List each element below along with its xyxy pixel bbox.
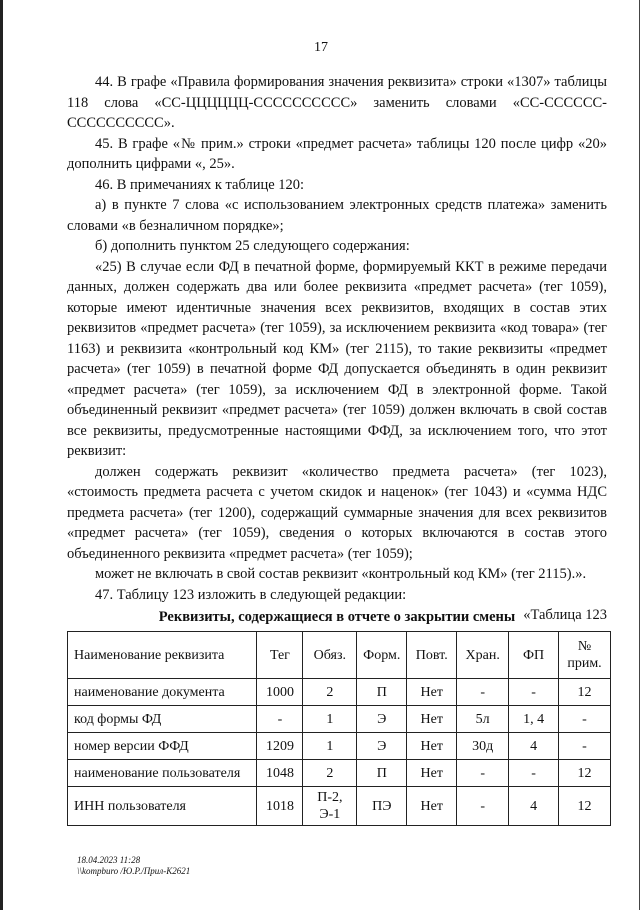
table-row [68, 760, 611, 787]
paragraph: б) дополнить пунктом 25 следующего содержания: [95, 238, 410, 254]
table-header-row [68, 632, 611, 679]
table-cell: 2 [303, 760, 357, 787]
table-cell: 12 [559, 787, 611, 826]
column-header: Повт. [407, 632, 457, 679]
table-cell: - [457, 787, 509, 826]
table-cell: ПЭ [357, 787, 407, 826]
table-cell: Нет [407, 760, 457, 787]
table-cell: П-2, Э-1 [303, 787, 357, 826]
footer-date: 18.04.2023 11:28 [77, 855, 141, 865]
table-cell: наименование документа [68, 679, 257, 706]
table-cell: 1209 [257, 733, 303, 760]
column-header: Хран. [457, 632, 509, 679]
table-cell: 1000 [257, 679, 303, 706]
column-header: Форм. [357, 632, 407, 679]
table-cell: номер версии ФФД [68, 733, 257, 760]
table-body [68, 679, 611, 826]
table-cell: П [357, 760, 407, 787]
table-cell: 1 [303, 706, 357, 733]
table-cell: - [559, 706, 611, 733]
table-cell: Э [357, 733, 407, 760]
table-cell: 1018 [257, 787, 303, 826]
table-cell: 30д [457, 733, 509, 760]
document-footer [77, 855, 190, 877]
column-header: Обяз. [303, 632, 357, 679]
table-cell: 1, 4 [509, 706, 559, 733]
table-cell: Нет [407, 787, 457, 826]
table-cell: - [457, 679, 509, 706]
paragraph: может не включать в свой состав реквизит «контрольный код КМ» (тег 2115).». [95, 566, 587, 582]
table-cell: - [257, 706, 303, 733]
paragraph: 45. В графе «№ прим.» строки «предмет расчета» таблицы 120 после цифр «20» дополнить цифрами «, 25». [67, 135, 607, 172]
column-header: Тег [257, 632, 303, 679]
paragraph: 47. Таблицу 123 изложить в следующей редакции: [95, 586, 407, 603]
table-cell: 1 [303, 733, 357, 760]
footer-path: \\kompburo /Ю.Р./Прил-К2621 [77, 866, 191, 876]
paragraph: 44. В графе «Правила формирования значения реквизита» строки «1307» таблицы 118 слова «СС-ЦЦЦЦЦЦ-СССССССССС» заменить словами «СС-СССССС-СССССССССС». [67, 74, 607, 131]
table-cell: 4 [509, 733, 559, 760]
table-cell: 4 [509, 787, 559, 826]
table-cell: - [559, 733, 611, 760]
table-cell: 5л [457, 706, 509, 733]
table-row [68, 706, 611, 733]
document-body [67, 72, 607, 626]
table-cell: ИНН пользователя [68, 787, 257, 826]
column-header: ФП [509, 632, 559, 679]
table-cell: - [509, 679, 559, 706]
table-cell: 2 [303, 679, 357, 706]
table-row [68, 787, 611, 826]
table-cell: код формы ФД [68, 706, 257, 733]
table-cell: Нет [407, 679, 457, 706]
table-cell: - [509, 760, 559, 787]
table-cell: П [357, 679, 407, 706]
table-cell: наименование пользователя [68, 760, 257, 787]
page-number: 17 [314, 40, 328, 55]
paragraph: должен содержать реквизит «количество предмета расчета» (тег 1023), «стоимость предмета расчета с учетом скидок и наценок» (тег 1043) и «сумма НДС предмета расчета» (тег 1200), содержащий суммарные значения для всех реквизитов «предмет расчета» (тег 1059), сведения о которых включаются в состав этого объединенного реквизита «предмет расчета» (тег 1059); [67, 463, 607, 562]
table-cell: Нет [407, 733, 457, 760]
table-cell: 1048 [257, 760, 303, 787]
table-cell: 12 [559, 760, 611, 787]
table-cell: Э [357, 706, 407, 733]
table-cell: Нет [407, 706, 457, 733]
table-title: Реквизиты, содержащиеся в отчете о закрытии смены [158, 609, 516, 625]
paragraph: «Таблица 123 [523, 607, 607, 623]
requisites-table [67, 631, 611, 826]
paragraph: «25) В случае если ФД в печатной форме, формируемый ККТ в режиме передачи данных, должен содержать два или более реквизита «предмет расчета» (тег 1059), которые имеют идентичные значения всех реквизитов, входящих в состав этих реквизитов «предмет расчета» (тег 1059), за исключением реквизита «код товара» (тег 1163) и реквизита «контрольный код КМ» (тег 2115), то такие реквизиты «предмет расчета» (тег 1059) в печатной форме ФД допускается объединять в один реквизит «предмет расчета» (тег 1059), за исключением ФД в электронной форме. Такой объединенный реквизит «предмет расчета» (тег 1059) должен включать в свой состав все реквизиты, предусмотренные настоящими ФФД, за исключением того, что этот реквизит: [67, 258, 607, 459]
column-header: Наименование реквизита [68, 632, 257, 679]
column-header: № прим. [559, 632, 611, 679]
paragraph: 46. В примечаниях к таблице 120: [95, 176, 305, 193]
table-cell: 12 [559, 679, 611, 706]
table-row [68, 679, 611, 706]
paragraph: а) в пункте 7 слова «с использованием электронных средств платежа» заменить словами «в безналичном порядке»; [67, 197, 607, 234]
table-cell: - [457, 760, 509, 787]
table-row [68, 733, 611, 760]
